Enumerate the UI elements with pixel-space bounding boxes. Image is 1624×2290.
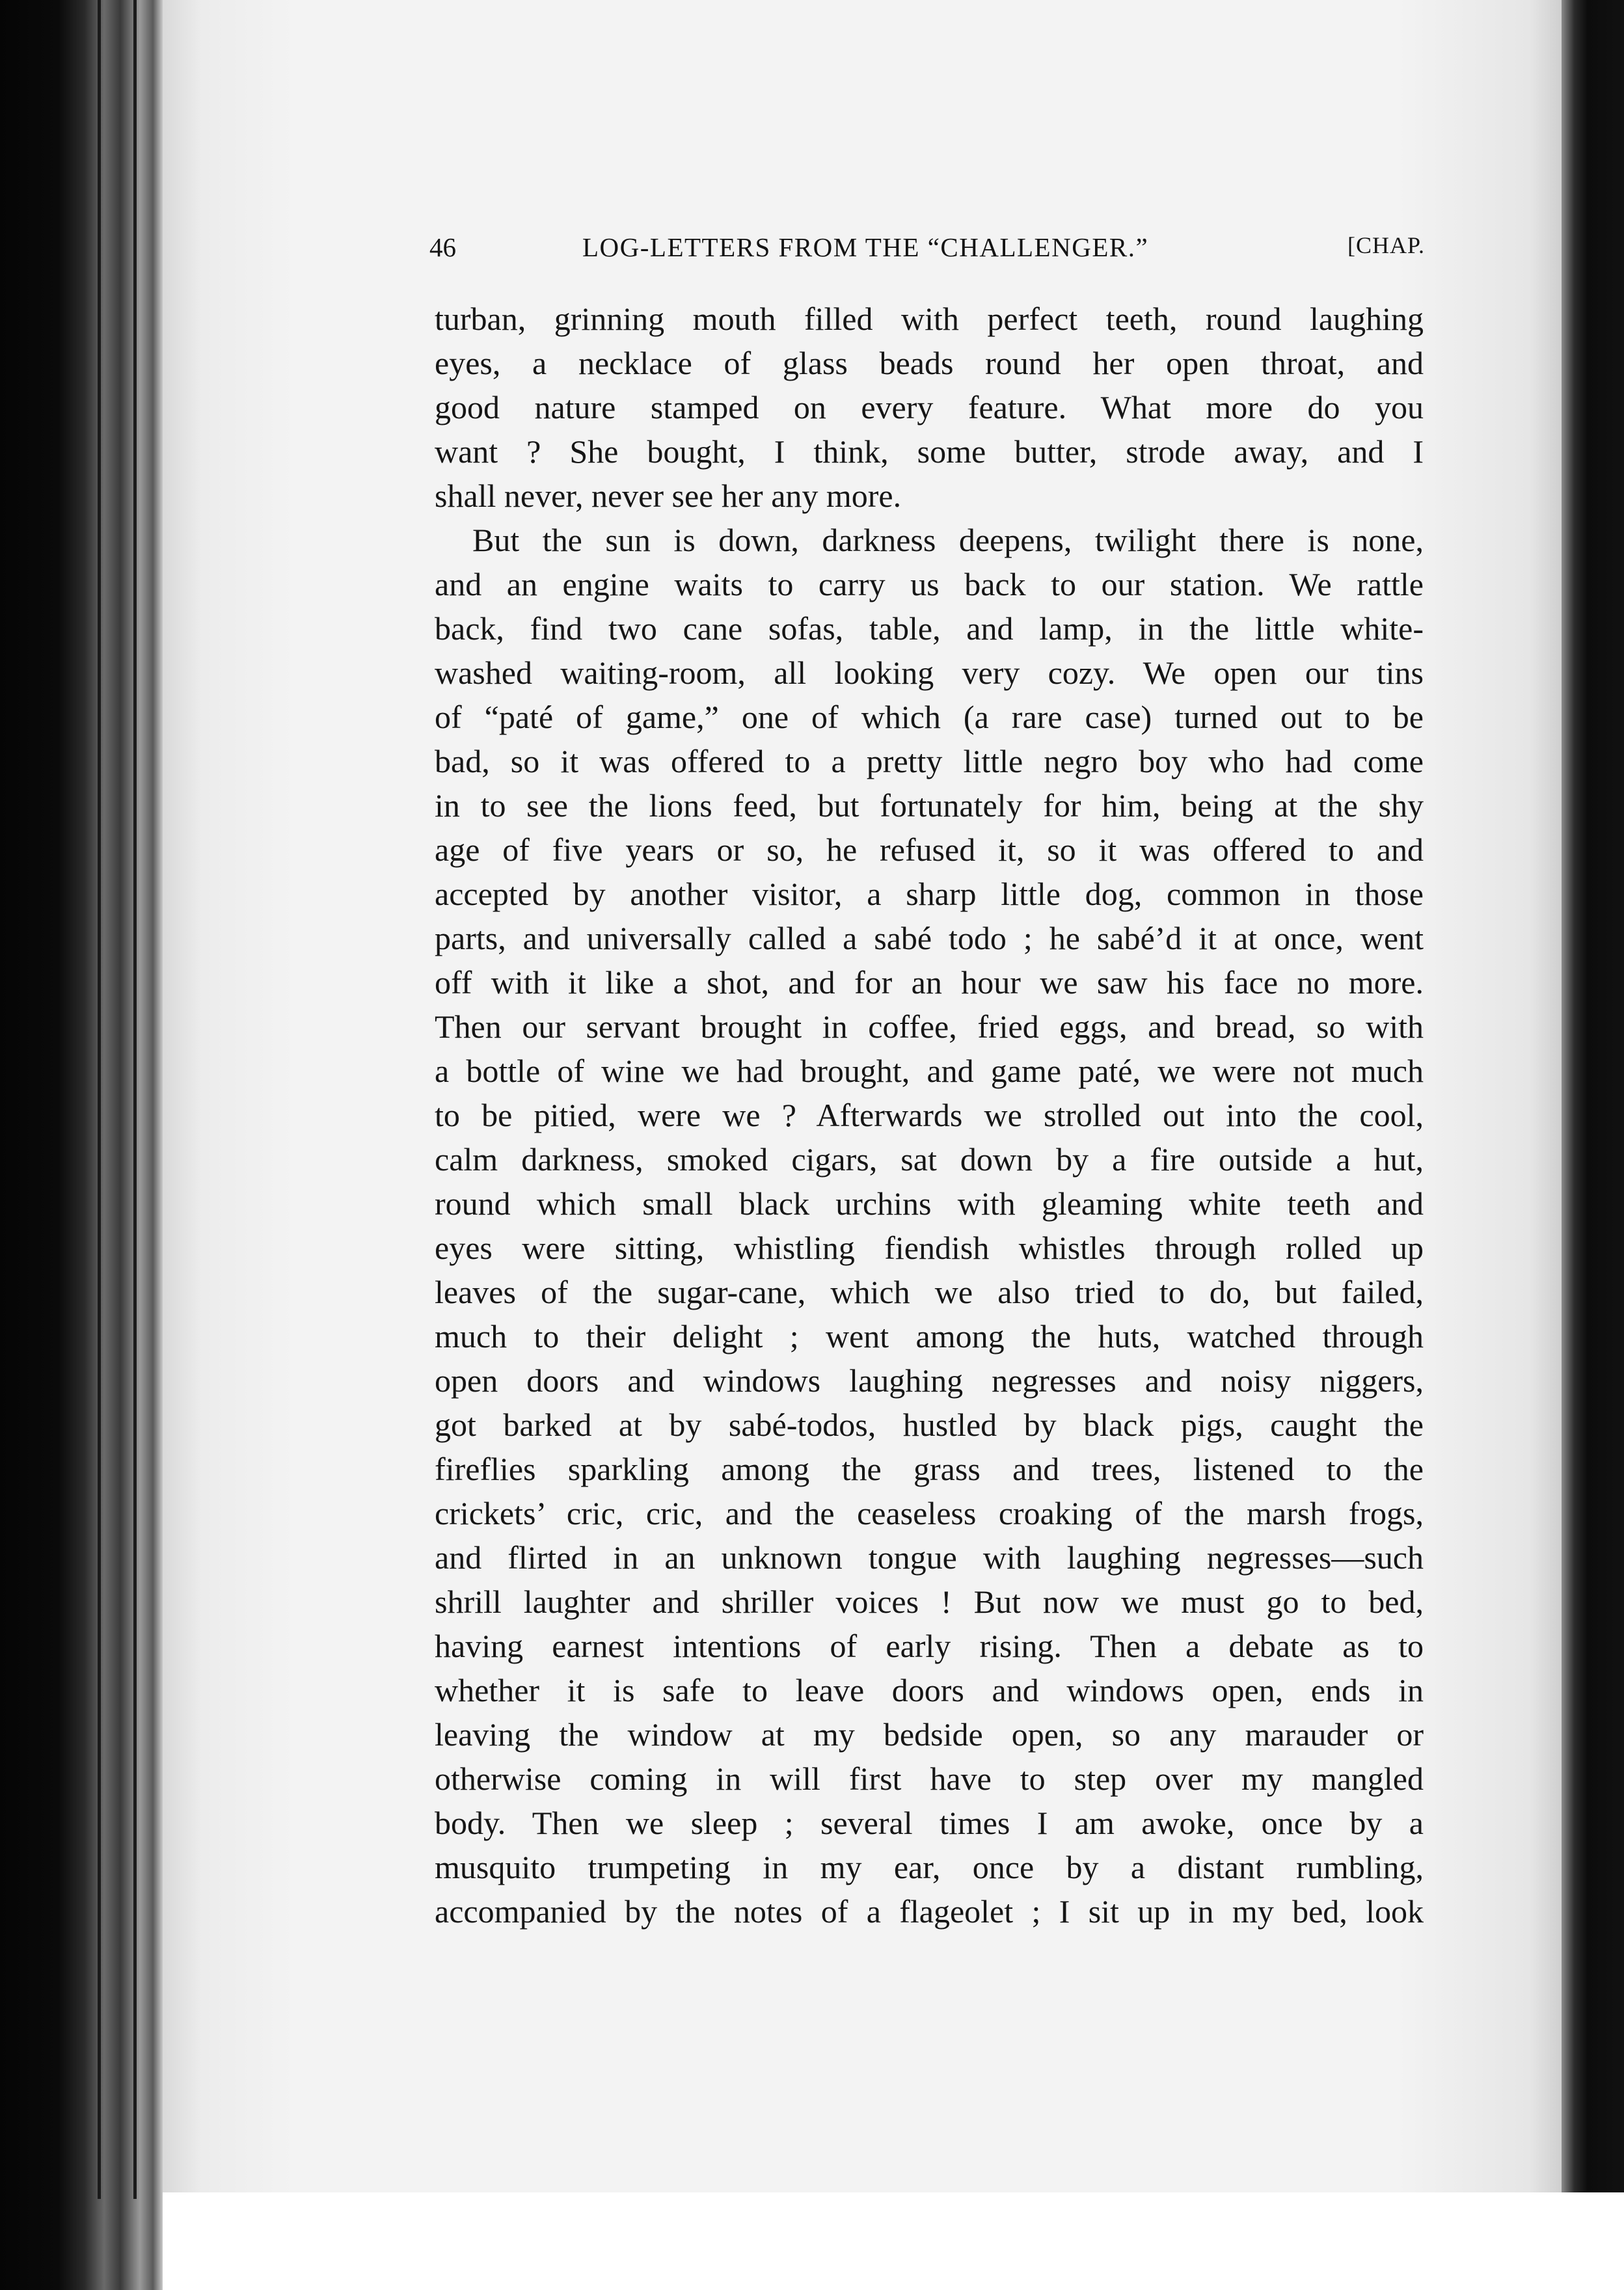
text-line: body. Then we sleep ; several times I am awoke, once by a — [435, 1805, 1424, 1841]
text-line: turban, grinning mouth filled with perfect teeth, round laughing — [435, 301, 1424, 337]
text-line: accompanied by the notes of a flageolet ; I sit up in my bed, look — [435, 1893, 1424, 1930]
text-line: in to see the lions feed, but fortunately for him, being at the shy — [435, 787, 1424, 824]
text-line: want ? She bought, I think, some butter, strode away, and I — [435, 433, 1424, 470]
text-line: age of five years or so, he refused it, so it was offered to and — [435, 831, 1424, 868]
text-line: much to their delight ; went among the huts, watched through — [435, 1318, 1424, 1354]
text-line: shall never, never see her any more. — [435, 478, 902, 514]
text-line: and flirted in an unknown tongue with laughing negresses—such — [435, 1539, 1424, 1576]
text-line: musquito trumpeting in my ear, once by a distant rumbling, — [435, 1849, 1424, 1885]
body-text — [435, 297, 1424, 1933]
text-line: Then our servant brought in coffee, fried eggs, and bread, so with — [435, 1008, 1424, 1045]
text-line: good nature stamped on every feature. What more do you — [435, 389, 1424, 425]
text-line: a bottle of wine we had brought, and game paté, we were not much — [435, 1053, 1424, 1089]
text-line: fireflies sparkling among the grass and trees, listened to the — [435, 1451, 1424, 1487]
spine-edge-line — [133, 0, 137, 2199]
text-line: got barked at by sabé-todos, hustled by black pigs, caught the — [435, 1407, 1424, 1443]
text-line: back, find two cane sofas, table, and lamp, in the little white- — [435, 610, 1424, 647]
text-line: But the sun is down, darkness deepens, twilight there is none, — [472, 522, 1424, 558]
text-line: to be pitied, were we ? Afterwards we strolled out into the cool, — [435, 1097, 1424, 1133]
text-line: of “paté of game,” one of which (a rare case) turned out to be — [435, 699, 1424, 735]
text-line: off with it like a shot, and for an hour we saw his face no more. — [435, 964, 1424, 1001]
text-line: crickets’ cric, cric, and the ceaseless croaking of the marsh frogs, — [435, 1495, 1424, 1531]
book-spine — [0, 0, 163, 2290]
running-header — [429, 232, 1425, 271]
text-line: open doors and windows laughing negresses and noisy niggers, — [435, 1362, 1424, 1399]
running-title: LOG-LETTERS FROM THE “CHALLENGER.” — [582, 232, 1149, 262]
text-line: round which small black urchins with gleaming white teeth and — [435, 1185, 1424, 1222]
chapter-mark: [CHAP. — [1347, 232, 1425, 258]
page-number: 46 — [429, 232, 456, 262]
text-line: parts, and universally called a sabé todo ; he sabé’d it at once, went — [435, 920, 1424, 956]
text-line: shrill laughter and shriller voices ! But now we must go to bed, — [435, 1583, 1424, 1620]
text-line: leaves of the sugar-cane, which we also tried to do, but failed, — [435, 1274, 1424, 1310]
text-line: bad, so it was offered to a pretty little negro boy who had come — [435, 743, 1424, 779]
text-line: having earnest intentions of early rising. Then a debate as to — [435, 1628, 1424, 1664]
text-line: calm darkness, smoked cigars, sat down by a fire outside a hut, — [435, 1141, 1424, 1178]
text-line: leaving the window at my bedside open, so any marauder or — [435, 1716, 1424, 1753]
page-right-edge — [1562, 0, 1624, 2290]
text-line: eyes, a necklace of glass beads round her open throat, and — [435, 345, 1424, 381]
text-line: and an engine waits to carry us back to our station. We rattle — [435, 566, 1424, 602]
text-line: washed waiting-room, all looking very cozy. We open our tins — [435, 654, 1424, 691]
text-line: otherwise coming in will first have to step over my mangled — [435, 1760, 1424, 1797]
text-line: eyes were sitting, whistling fiendish whistles through rolled up — [435, 1230, 1424, 1266]
scan-margin — [163, 2192, 1624, 2290]
text-line: accepted by another visitor, a sharp little dog, common in those — [435, 876, 1424, 912]
text-line: whether it is safe to leave doors and windows open, ends in — [435, 1672, 1424, 1708]
spine-edge-line — [98, 0, 101, 2199]
